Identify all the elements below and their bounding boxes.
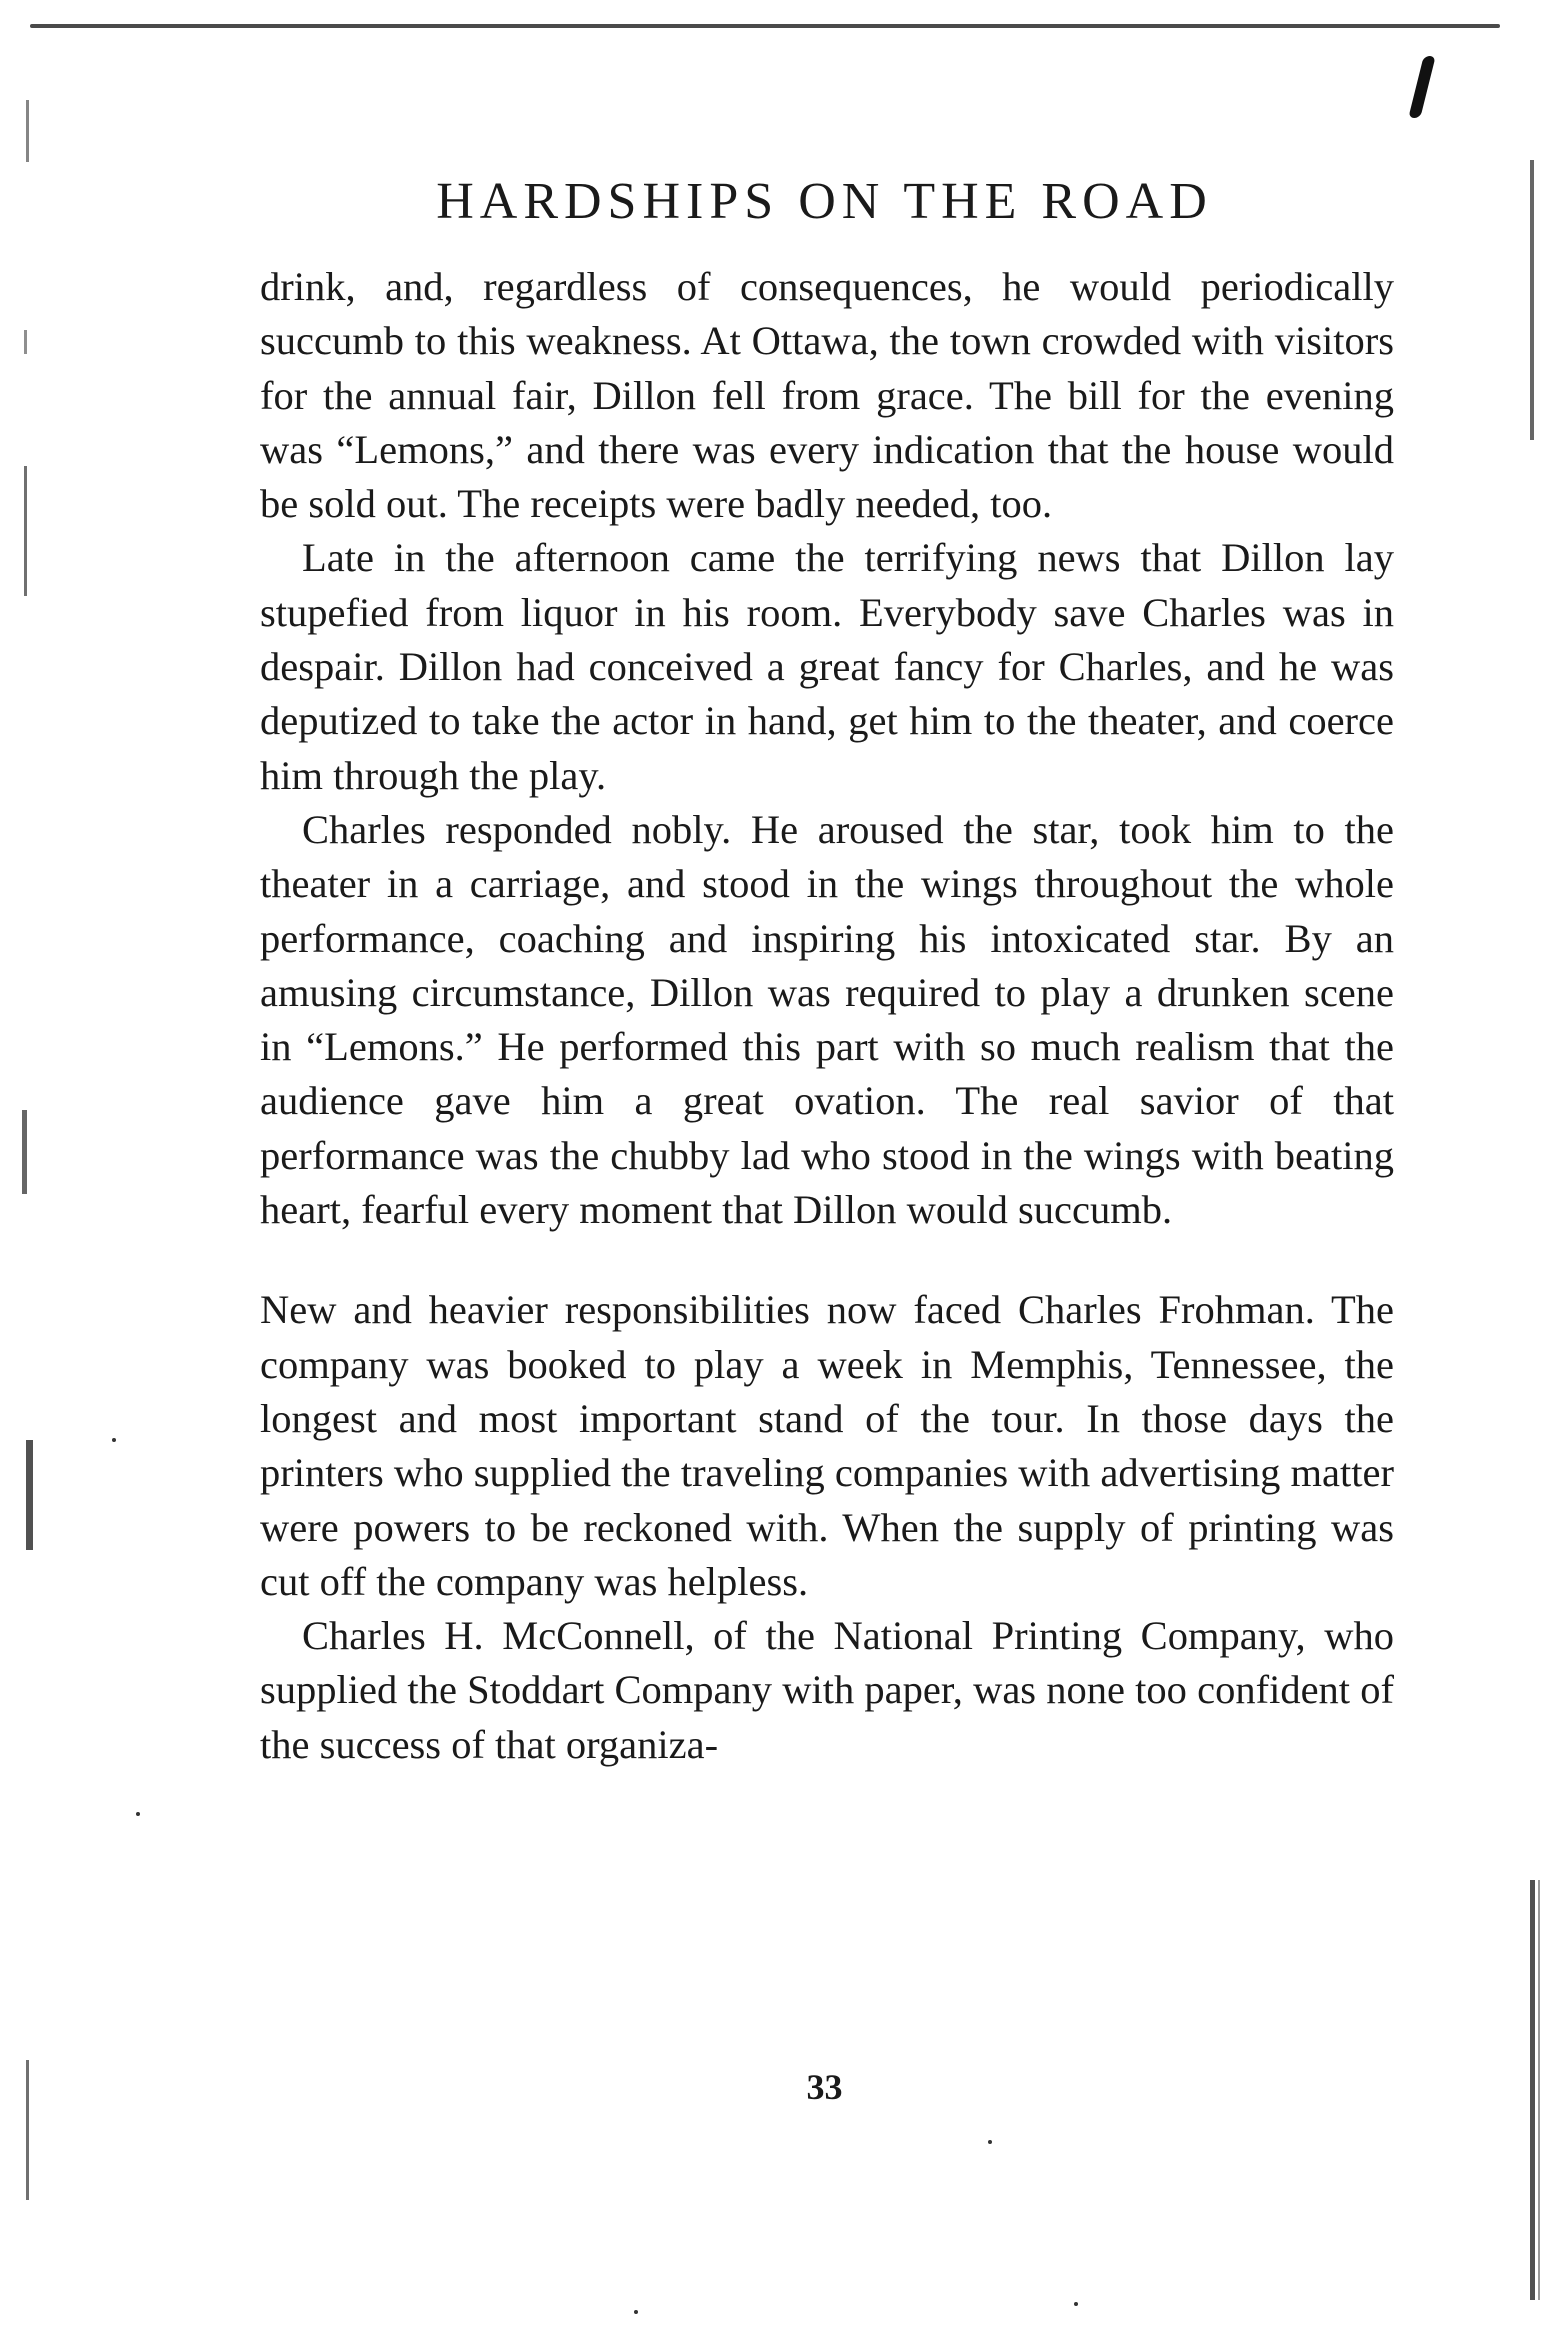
body-text [260,260,1394,1772]
paragraph: Charles H. McConnell, of the National Printing Company, who supplied the Stoddart Company with paper, was none too confident of the success of that organiza- [260,1613,1394,1767]
scan-ink-mark [1408,56,1435,118]
scan-margin-mark [24,330,27,354]
paragraph-continued: drink, and, regardless of consequences, he would periodically succumb to this weakness. At Ottawa, the town crowded with visitors for the annual fair, Dillon fell from grace. The bill for the evening was “Lemons,” and there was every indication that the house would be sold out. The receipts were badly needed, too. [260,264,1394,527]
scan-margin-mark [22,1110,27,1194]
section-break [260,1237,1394,1283]
paragraph-section-start: New and heavier responsibilities now faced Charles Frohman. The company was booked to play a week in Memphis, Tennessee, the longest and most important stand of the tour. In those days the printers who supplied the traveling companies with advertising matter were powers to be reckoned with. When the supply of printing was cut off the company was helpless. [260,1287,1394,1604]
scan-margin-mark [24,466,27,596]
page-number: 33 [806,2067,843,2107]
scan-speck [634,2310,638,2314]
scan-margin-mark [26,1440,33,1550]
scan-speck [1074,2302,1078,2306]
scan-speck [136,1812,140,1816]
scan-speck [988,2140,992,2144]
scan-top-edge [30,24,1500,28]
paragraph: Late in the afternoon came the terrifying news that Dillon lay stupefied from liquor in his room. Everybody save Charles was in despair. Dillon had conceived a great fancy for Charles, and he was deputized to take the actor in hand, get him to the theater, and coerce him through the play. [260,535,1394,798]
scan-speck [112,1438,116,1442]
scan-margin-mark [26,100,29,162]
paragraph: Charles responded nobly. He aroused the star, took him to the theater in a carriage, and stood in the wings throughout the whole performance, coaching and inspiring his intoxicated star. By an amusing circumstance, Dillon was required to play a drunken scene in “Lemons.” He performed this part with so much realism that the audience gave him a great ovation. The real savior of that performance was the chubby lad who stood in the wings with beating heart, fearful every moment that Dillon would succumb. [260,806,1394,1233]
running-head: HARDSHIPS ON THE ROAD [436,173,1213,230]
